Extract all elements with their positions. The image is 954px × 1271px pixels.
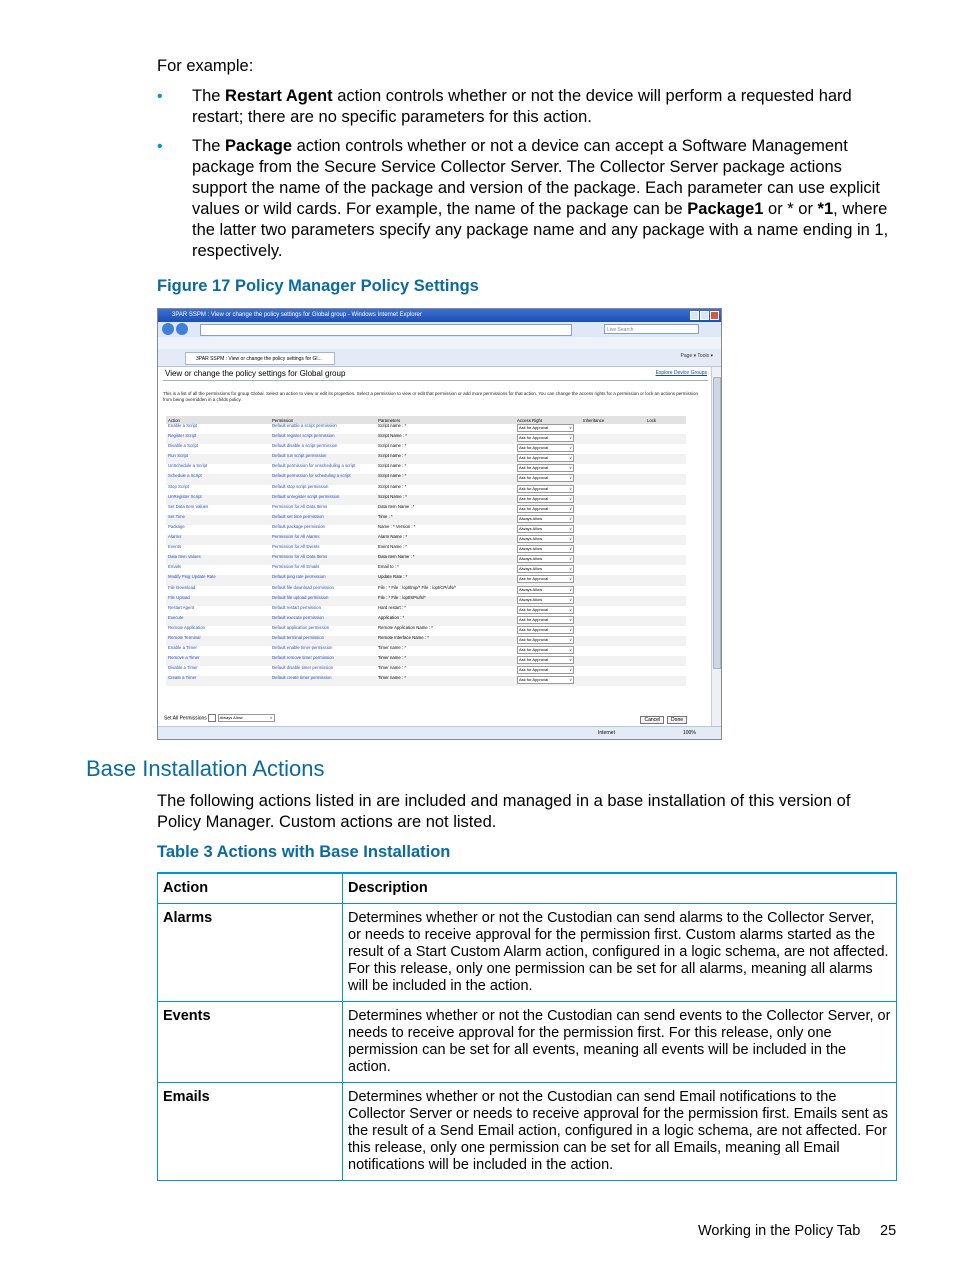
inheritance-cell	[581, 676, 645, 686]
browser-tab[interactable]: 3PAR SSPM : View or change the policy settings for Gl...	[185, 352, 335, 365]
lock-cell	[645, 586, 686, 596]
action-cell: Events	[158, 1002, 343, 1083]
access-right-cell	[515, 666, 581, 676]
action-link[interactable]: Run Script	[166, 454, 270, 464]
permission-row	[166, 444, 686, 454]
access-right-select[interactable]: Ask for Approval ∨	[517, 505, 574, 513]
ie-window-title: 3PAR SSPM : View or change the policy settings for Global group - Windows Internet Explorer	[172, 312, 422, 318]
permission-row	[166, 424, 686, 434]
permission-link[interactable]: Permission for All Emails	[272, 564, 320, 570]
bullet-text: The	[192, 137, 226, 155]
access-right-cell	[515, 434, 581, 444]
col-header: Inheritance	[581, 416, 645, 424]
lock-cell	[645, 666, 686, 676]
status-bar	[158, 726, 721, 739]
page-intro: This is a list of all the permissions for group Global. Select an action to view or edit its properties. Select a permission to view or edit that permission or add more permissions for that action. You can change the access rights for a permission or lock an actions permission from being overridden in a childs policy.	[163, 391, 699, 402]
cancel-button[interactable]: Cancel	[640, 716, 664, 724]
action-link[interactable]: Set Data Item Values	[168, 503, 209, 509]
permission-row	[166, 464, 686, 474]
access-right-cell	[515, 606, 581, 616]
access-right-select[interactable]: Always Allow ∨	[517, 555, 574, 563]
table-title: Table 3 Actions with Base Installation	[157, 843, 451, 861]
figure-screenshot	[157, 308, 722, 740]
inheritance-cell	[581, 575, 645, 585]
inheritance-cell	[581, 626, 645, 636]
permission-link[interactable]: Default application permission	[272, 624, 330, 630]
bullet-dot-icon: •	[157, 138, 163, 155]
permission-row	[166, 505, 686, 515]
col-header: Access Right	[515, 416, 581, 424]
access-right-select[interactable]: Ask for Approval ∨	[517, 444, 574, 452]
access-right-select[interactable]: Always Allow ∨	[517, 515, 574, 523]
access-right-select[interactable]: Always Allow ∨	[517, 586, 574, 594]
access-right-cell	[515, 515, 581, 525]
access-right-cell	[515, 616, 581, 626]
action-link[interactable]: Remote Terminal	[166, 636, 270, 646]
access-right-cell	[515, 474, 581, 484]
lock-cell	[645, 525, 686, 535]
set-all-checkbox[interactable]	[208, 714, 216, 722]
inheritance-cell	[581, 474, 645, 484]
actions-table	[157, 872, 897, 1181]
close-icon[interactable]	[710, 311, 719, 320]
parameters-cell: Script Name : *	[376, 434, 515, 444]
bullet-restart-agent	[157, 86, 897, 128]
action-link[interactable]: Restart Agent	[168, 604, 195, 610]
inheritance-cell	[581, 636, 645, 646]
parameters-cell: Application : *	[376, 616, 515, 626]
explore-device-groups-link[interactable]: Explore Device Groups	[655, 370, 707, 376]
access-right-select[interactable]: Ask for Approval ∨	[517, 485, 574, 493]
ie-titlebar	[158, 309, 721, 322]
permission-link[interactable]: Default execute permission	[270, 616, 376, 626]
col-header: Lock	[645, 416, 686, 424]
footer-text: Working in the Policy Tab	[698, 1223, 861, 1239]
done-button[interactable]: Done	[667, 716, 687, 724]
parameters-cell: Name : * Version : *	[378, 523, 416, 529]
figure-title: Figure 17 Policy Manager Policy Settings	[157, 277, 479, 295]
inheritance-cell	[581, 616, 645, 626]
inheritance-cell	[581, 596, 645, 606]
lock-cell	[645, 505, 686, 515]
permission-row	[166, 545, 686, 555]
access-right-cell	[515, 626, 581, 636]
inheritance-cell	[581, 535, 645, 545]
access-right-select[interactable]: Ask for Approval ∨	[517, 424, 574, 432]
col-header: Parameters	[376, 416, 515, 424]
access-right-select[interactable]: Ask for Approval ∨	[517, 464, 574, 472]
permission-link[interactable]: Default enable timer permission	[272, 645, 333, 651]
permission-link[interactable]: Default enable a script permission	[272, 423, 337, 428]
access-right-select[interactable]: Always Allow ∨	[517, 525, 574, 533]
minimize-icon[interactable]	[690, 311, 699, 320]
inheritance-cell	[581, 525, 645, 535]
permission-link[interactable]: Permission for All Events	[272, 544, 320, 550]
access-right-select[interactable]: Ask for Approval ∨	[517, 454, 574, 462]
parameters-cell: Script name : *	[378, 423, 407, 428]
action-link[interactable]: Emails	[168, 564, 181, 570]
set-all-label: Set All Permissions	[164, 715, 207, 721]
description-cell: Determines whether or not the Custodian can send events to the Collector Server, or needs to receive approval for the permission first. For this release, only one permission can be set for all events, meaning all events will be included in the action.	[343, 1002, 897, 1083]
permission-row	[166, 535, 686, 545]
access-right-select[interactable]: Ask for Approval ∨	[517, 616, 574, 624]
permission-link[interactable]: Permission for All Data Items	[270, 555, 376, 565]
parameters-cell: Script name : *	[378, 443, 407, 449]
action-link[interactable]: Modify Ping Update Rate	[166, 575, 270, 585]
parameters-cell: File : * File : /opt/tmp/* File : /opt/CP/ufs/*	[378, 584, 457, 590]
inheritance-cell	[581, 424, 645, 434]
parameters-cell: Timer name : *	[376, 656, 515, 666]
access-right-select[interactable]: Ask for Approval ∨	[517, 575, 574, 583]
lock-cell	[645, 606, 686, 616]
lock-cell	[645, 515, 686, 525]
bullet-text: The	[192, 87, 226, 105]
lock-cell	[645, 434, 686, 444]
lock-cell	[645, 656, 686, 666]
permission-link[interactable]: Default run script permission	[270, 454, 376, 464]
window-buttons	[690, 311, 719, 320]
form-buttons	[640, 716, 687, 724]
table-row	[158, 1083, 897, 1181]
parameters-cell: Hard restart : *	[378, 604, 406, 610]
table-header-description: Description	[343, 873, 897, 904]
lock-cell	[645, 444, 686, 454]
permissions-table	[166, 416, 686, 686]
access-right-select[interactable]: Always Allow ∨	[517, 535, 574, 543]
permission-link[interactable]: Default set time permission	[270, 515, 376, 525]
lock-cell	[645, 424, 686, 434]
permission-link[interactable]: Default permission for scheduling a script	[270, 474, 376, 484]
inheritance-cell	[581, 565, 645, 575]
action-link[interactable]: Execute	[166, 616, 270, 626]
inheritance-cell	[581, 606, 645, 616]
access-right-cell	[515, 656, 581, 666]
action-link[interactable]: Enable a Script	[168, 423, 198, 428]
lock-cell	[645, 474, 686, 484]
action-link[interactable]: Data Item Values	[166, 555, 270, 565]
inheritance-cell	[581, 434, 645, 444]
intro-text: For example:	[157, 57, 254, 75]
set-all-select[interactable]: Always Allow ∨	[218, 714, 275, 722]
parameters-cell: Data Item Name : *	[378, 503, 415, 509]
bullet-text: action controls whether or not the device will perform a requested hard restart; there are no specific parameters for this action.	[192, 87, 852, 126]
lock-cell	[645, 464, 686, 474]
access-right-select[interactable]: Ask for Approval ∨	[517, 495, 574, 503]
bullet-bold: Package	[225, 137, 292, 155]
maximize-icon[interactable]	[700, 311, 709, 320]
access-right-cell	[515, 646, 581, 656]
action-cell: Alarms	[158, 904, 343, 1002]
permission-row	[166, 515, 686, 525]
permission-link[interactable]: Default restart permission	[272, 604, 321, 610]
page-heading: View or change the policy settings for Global group	[165, 369, 346, 378]
status-zoom[interactable]: 100%	[683, 730, 696, 736]
access-right-select[interactable]: Ask for Approval ∨	[517, 676, 574, 684]
lock-cell	[645, 535, 686, 545]
access-right-select[interactable]: Always Allow ∨	[517, 545, 574, 553]
access-right-cell	[515, 424, 581, 434]
bullet-text: action controls whether or not a device can accept a Software Management package from the Secure Service Collector Server. The Collector Server package actions support the name of the package and version of the package. Each parameter can use explicit values or wild cards. For example, the name of the package can be	[192, 137, 880, 218]
bullet-dot-icon: •	[157, 88, 163, 105]
set-all-permissions	[164, 714, 275, 722]
access-right-cell	[515, 545, 581, 555]
lock-cell	[645, 616, 686, 626]
permission-row	[166, 474, 686, 484]
action-link[interactable]: UnSchedule a Script	[168, 463, 208, 469]
lock-cell	[645, 555, 686, 565]
inheritance-cell	[581, 646, 645, 656]
access-right-cell	[515, 485, 581, 495]
parameters-cell: Alarm Name : *	[376, 535, 515, 545]
search-input[interactable]: Live Search	[604, 324, 699, 334]
permission-row	[166, 586, 686, 596]
inheritance-cell	[581, 505, 645, 515]
parameters-cell: Remote Application Name : *	[378, 624, 433, 630]
access-right-select[interactable]: Ask for Approval ∨	[517, 666, 574, 674]
parameters-cell: Script name : *	[378, 463, 407, 469]
access-right-select[interactable]: Always Allow ∨	[517, 596, 574, 604]
action-link[interactable]: File Download	[168, 584, 196, 590]
permission-link[interactable]: Default disable timer permission	[272, 665, 334, 671]
permission-link[interactable]: Default ping rate permission	[270, 575, 376, 585]
permission-row	[166, 676, 686, 686]
forward-icon[interactable]	[176, 323, 188, 335]
bullet-package	[157, 136, 897, 262]
inheritance-cell	[581, 545, 645, 555]
lock-cell	[645, 575, 686, 585]
inheritance-cell	[581, 555, 645, 565]
permission-row	[166, 666, 686, 676]
lock-cell	[645, 626, 686, 636]
access-right-cell	[515, 586, 581, 596]
inheritance-cell	[581, 515, 645, 525]
permission-row	[166, 525, 686, 535]
permission-row	[166, 646, 686, 656]
permission-link[interactable]: Default package permission	[272, 523, 326, 529]
action-link[interactable]: Package	[168, 523, 185, 529]
back-icon[interactable]	[162, 323, 174, 335]
permission-row	[166, 485, 686, 495]
permission-row	[166, 606, 686, 616]
table-header-action: Action	[158, 873, 343, 904]
inheritance-cell	[581, 586, 645, 596]
permission-link[interactable]: Permission for All Data Items	[272, 503, 328, 509]
permission-row	[166, 596, 686, 606]
access-right-cell	[515, 505, 581, 515]
inheritance-cell	[581, 666, 645, 676]
parameters-cell: Event Name : *	[378, 544, 407, 550]
access-right-cell	[515, 464, 581, 474]
parameters-cell: Timer name : *	[376, 676, 515, 686]
lock-cell	[645, 485, 686, 495]
parameters-cell: Script name : *	[378, 483, 407, 489]
inheritance-cell	[581, 656, 645, 666]
lock-cell	[645, 636, 686, 646]
access-right-select[interactable]: Ask for Approval ∨	[517, 656, 574, 664]
url-input[interactable]	[200, 324, 572, 336]
inheritance-cell	[581, 485, 645, 495]
action-link[interactable]: Remote Application	[168, 624, 206, 630]
description-cell: Determines whether or not the Custodian can send Email notifications to the Collector Server or needs to receive approval for the permission first. Emails sent as the result of a Send Email action, configured in a logic schema, are not affected. For this release, only one permission can be set for all Emails, meaning all Email notifications will be included in the action.	[343, 1083, 897, 1181]
action-cell: Emails	[158, 1083, 343, 1181]
table-row	[158, 904, 897, 1002]
action-link[interactable]: File Upload	[166, 596, 270, 606]
section-text: The following actions listed in are included and managed in a base installation of this version of Policy Manager. Custom actions are not listed.	[157, 792, 851, 831]
parameters-cell: Data Item Name : *	[376, 555, 515, 565]
col-header: Permission	[270, 416, 376, 424]
address-bar	[158, 322, 721, 337]
policy-page	[158, 367, 711, 726]
permission-link[interactable]: Default permission for unscheduling a script	[272, 463, 356, 469]
access-right-cell	[515, 454, 581, 464]
access-right-select[interactable]: Ask for Approval ∨	[517, 606, 574, 614]
tools-menu[interactable]: Page ▾ Tools ▾	[680, 353, 713, 359]
lock-cell	[645, 676, 686, 686]
permission-row	[166, 495, 686, 505]
access-right-cell	[515, 555, 581, 565]
permission-link[interactable]: Permission for All Alarms	[270, 535, 376, 545]
bullet-text: , where the latter two parameters specify any package name and any package with a name ending in 1, respectively.	[192, 200, 889, 260]
divider	[163, 380, 708, 381]
inheritance-cell	[581, 444, 645, 454]
access-right-cell	[515, 676, 581, 686]
permission-row	[166, 434, 686, 444]
permission-link[interactable]: Default create timer permission	[270, 676, 376, 686]
access-right-cell	[515, 444, 581, 454]
access-right-cell	[515, 525, 581, 535]
page-number: 25	[880, 1223, 897, 1239]
permission-link[interactable]: Default file upload permission	[270, 596, 376, 606]
access-right-cell	[515, 636, 581, 646]
permission-row	[166, 555, 686, 565]
permission-row	[166, 636, 686, 646]
lock-cell	[645, 565, 686, 575]
inheritance-cell	[581, 454, 645, 464]
action-link[interactable]: UnRegister Script	[166, 495, 270, 505]
ie-tabbar	[158, 349, 721, 367]
parameters-cell: Update Rate : *	[376, 575, 515, 585]
lock-cell	[645, 454, 686, 464]
ie-menubar	[158, 337, 721, 349]
permission-row	[166, 565, 686, 575]
permission-row	[166, 575, 686, 585]
description-cell: Determines whether or not the Custodian can send alarms to the Collector Server, or needs to receive approval for the permission first. Custom alarms started as the result of a Start Custom Alarm action, configured in a logic schema, are not affected. For this release, only one permission can be set for all alarms, meaning all alarms will be included in the action.	[343, 904, 897, 1002]
scrollbar[interactable]	[711, 367, 721, 726]
status-zone: Internet	[598, 730, 615, 736]
action-link[interactable]: Register Script	[166, 434, 270, 444]
action-link[interactable]: Alarms	[166, 535, 270, 545]
parameters-cell: Script name : *	[376, 454, 515, 464]
action-link[interactable]: Stop Script	[168, 483, 190, 489]
access-right-select[interactable]: Always Allow ∨	[517, 565, 574, 573]
permission-link[interactable]: Default file download permission	[272, 584, 334, 590]
lock-cell	[645, 596, 686, 606]
action-link[interactable]: Remove a Timer	[166, 656, 270, 666]
permission-row	[166, 656, 686, 666]
permission-link[interactable]: Default stop script permission	[272, 483, 329, 489]
scroll-thumb[interactable]	[713, 377, 721, 669]
access-right-cell	[515, 495, 581, 505]
permission-link[interactable]: Default disable a script permission	[272, 443, 338, 449]
access-right-select[interactable]: Ask for Approval ∨	[517, 626, 574, 634]
bullet-text: or * or	[763, 200, 818, 218]
bullet-bold: Restart Agent	[225, 87, 333, 105]
parameters-cell: Script name : *	[376, 474, 515, 484]
action-link[interactable]: Set Time	[166, 515, 270, 525]
access-right-select[interactable]: Ask for Approval ∨	[517, 646, 574, 654]
permission-link[interactable]: Default remove timer permission	[270, 656, 376, 666]
parameters-cell: File : * File : /opt/SP/ufs/*	[376, 596, 515, 606]
permission-link[interactable]: Default terminal permission	[270, 636, 376, 646]
parameters-cell: Remote Interface Name : *	[376, 636, 515, 646]
lock-cell	[645, 545, 686, 555]
permission-link[interactable]: Default unregister script permission	[270, 495, 376, 505]
access-right-cell	[515, 535, 581, 545]
parameters-cell: Script Name : *	[376, 495, 515, 505]
access-right-cell	[515, 596, 581, 606]
section-title: Base Installation Actions	[86, 756, 325, 781]
action-link[interactable]: Disable a Timer	[168, 665, 198, 671]
access-right-cell	[515, 565, 581, 575]
bullet-bold: Package1	[687, 200, 764, 218]
action-link[interactable]: Events	[168, 544, 182, 550]
table-row	[158, 1002, 897, 1083]
bullet-bold: *1	[817, 200, 834, 218]
parameters-cell: Time : *	[376, 515, 515, 525]
permission-row	[166, 454, 686, 464]
access-right-select[interactable]: Ask for Approval ∨	[517, 434, 574, 442]
parameters-cell: Timer name : *	[378, 645, 407, 651]
action-link[interactable]: Schedule a Script	[166, 474, 270, 484]
inheritance-cell	[581, 495, 645, 505]
parameters-cell: Email to : *	[378, 564, 399, 570]
action-link[interactable]: Create a Timer	[166, 676, 270, 686]
col-header: Action	[166, 416, 270, 424]
bullet-list	[157, 86, 897, 270]
action-link[interactable]: Enable a Timer	[168, 645, 197, 651]
access-right-select[interactable]: Ask for Approval ∨	[517, 636, 574, 644]
permission-link[interactable]: Default register script permission	[270, 434, 376, 444]
lock-cell	[645, 495, 686, 505]
inheritance-cell	[581, 464, 645, 474]
action-link[interactable]: Disable a Script	[168, 443, 199, 449]
access-right-cell	[515, 575, 581, 585]
access-right-select[interactable]: Ask for Approval ∨	[517, 474, 574, 482]
lock-cell	[645, 646, 686, 656]
parameters-cell: Timer name : *	[378, 665, 407, 671]
